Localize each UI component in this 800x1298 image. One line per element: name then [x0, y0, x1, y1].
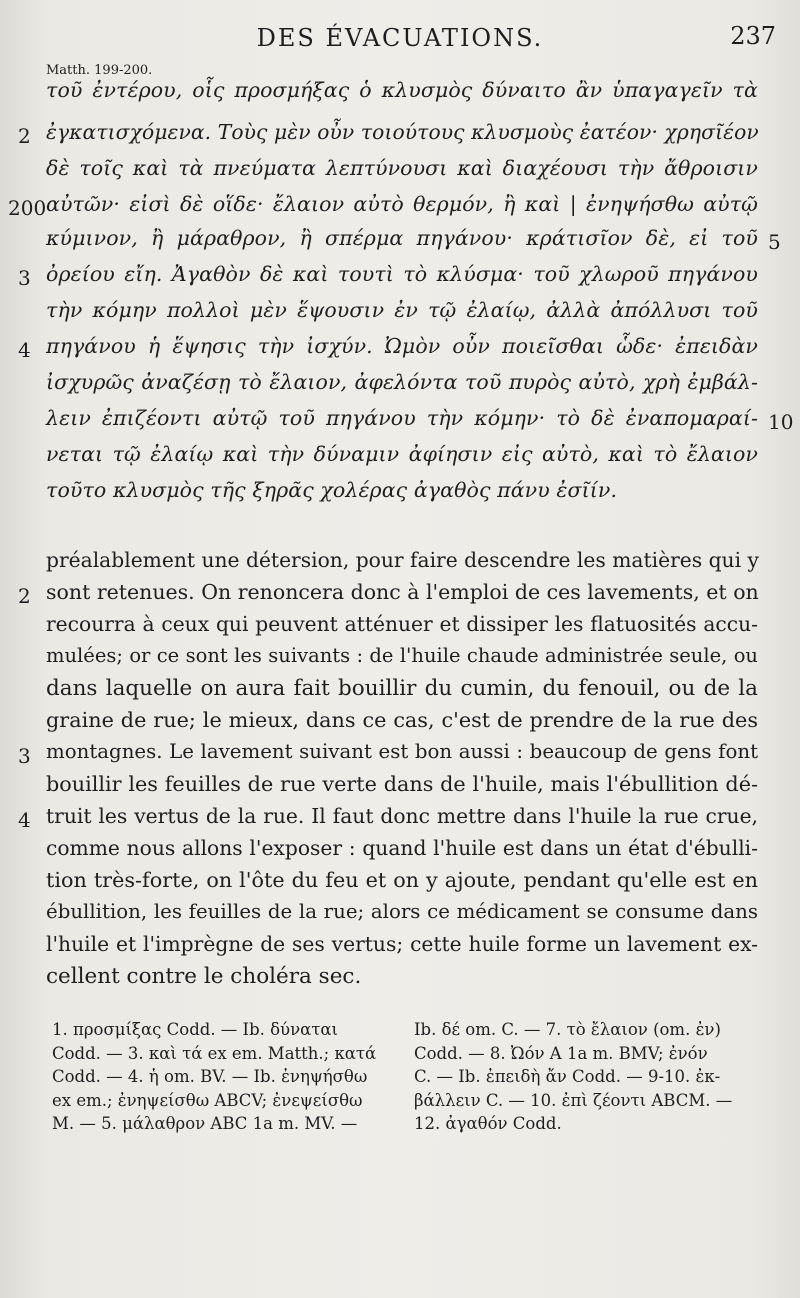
footnote-line: Codd. — 4. ἡ om. BV. — Ib. ἐνηψήσθω: [52, 1067, 368, 1086]
margin-number: 2: [18, 124, 31, 148]
greek-line: τοῦτο κλυσμὸς τῆς ξηρᾶς χολέρας ἀγαθὸς πάνυ ἐσῖίν.: [46, 478, 618, 502]
french-line: sont retenues. On renoncera donc à l'emploi de ces lavements, et on: [46, 580, 759, 604]
footnote-line: βάλλειν C. — 10. ἐπὶ ζέοντι ABCM. —: [414, 1090, 733, 1110]
french-line: bouillir les feuilles de rue verte dans de l'huile, mais l'ébullition dé-: [46, 772, 758, 796]
greek-line: πηγάνου ἡ ἕψησις τὴν ἰσχύν. Ὠμὸν οὖν ποιεῖσθαι ὧδε· ἐπειδὰν: [46, 334, 758, 358]
greek-line: νεται τῷ ἐλαίῳ καὶ τὴν δύναμιν ἀφίησιν εἰς αὐτὸ, καὶ τὸ ἔλαιον: [46, 442, 758, 466]
footnote-line: 1. προσμίξας Codd. — Ib. δύναται: [52, 1020, 339, 1039]
footnote-line: 12. ἀγαθόν Codd.: [414, 1114, 562, 1133]
greek-line: τοῦ ἐντέρου, οἷς προσμήξας ὁ κλυσμὸς δύναιτο ἂν ὑπαγαγεῖν τὰ: [46, 78, 758, 102]
footnote-line: M. — 5. μάλαθρον ABC 1a m. MV. —: [52, 1114, 358, 1133]
french-line: dans laquelle on aura fait bouillir du cumin, du fenouil, ou de la: [46, 676, 758, 701]
greek-line: ὀρείου εἴη. Ἀγαθὸν δὲ καὶ τουτὶ τὸ κλύσμα· τοῦ χλωροῦ πηγάνου: [46, 262, 758, 286]
margin-number: 3: [18, 744, 31, 768]
margin-number: 5: [768, 230, 781, 254]
french-line: l'huile et l'imprègne de ses vertus; cette huile forme un lavement ex-: [46, 932, 758, 956]
greek-line: ἐγκατισχόμενα. Τοὺς μὲν οὖν τοιούτους κλυσμοὺς ἐατέον· χρησῖέον: [46, 120, 759, 144]
greek-line: κύμινον, ἢ μάραθρον, ἢ σπέρμα πηγάνου· κράτισῖον δὲ, εἰ τοῦ: [46, 226, 758, 250]
margin-number: 4: [18, 338, 31, 362]
greek-line: δὲ τοῖς καὶ τὰ πνεύματα λεπτύνουσι καὶ διαχέουσι τὴν ἄθροισιν: [46, 156, 758, 180]
margin-number: 200: [8, 196, 47, 220]
margin-number: 10: [768, 410, 794, 434]
french-line: préalablement une détersion, pour faire descendre les matières qui y: [46, 548, 759, 572]
greek-line: αὐτῶν· εἰσὶ δὲ οἵδε· ἔλαιον αὐτὸ θερμόν, ἢ καὶ | ἐνηψήσθω αὐτῷ: [46, 192, 758, 216]
greek-line: τὴν κόμην πολλοὶ μὲν ἕψουσιν ἐν τῷ ἐλαίῳ, ἀλλὰ ἀπόλλυσι τοῦ: [46, 298, 758, 322]
greek-line: ἰσχυρῶς ἀναζέσῃ τὸ ἔλαιον, ἀφελόντα τοῦ πυρὸς αὐτὸ, χρὴ ἐμβάλ-: [46, 370, 758, 394]
french-line: comme nous allons l'exposer : quand l'huile est dans un état d'ébulli-: [46, 836, 758, 860]
footnotes-left-column: [52, 1018, 392, 1136]
french-line: recourra à ceux qui peuvent atténuer et dissiper les flatuosités accu-: [46, 612, 758, 636]
french-line: tion très-forte, on l'ôte du feu et on y ajoute, pendant qu'elle est en: [46, 868, 758, 892]
footnotes-right-column: [414, 1018, 764, 1136]
page-number: 237: [730, 22, 776, 50]
footnote-line: Ib. δέ om. C. — 7. τὸ ἔλαιον (om. ἐν): [414, 1020, 721, 1039]
french-line: graine de rue; le mieux, dans ce cas, c'est de prendre de la rue des: [46, 708, 758, 732]
french-line: cellent contre le choléra sec.: [46, 964, 362, 989]
footnote-line: C. — Ib. ἐπειδὴ ἄν Codd. — 9-10. ἐκ-: [414, 1067, 721, 1086]
french-line: mulées; or ce sont les suivants : de l'huile chaude administrée seule, ou: [46, 644, 758, 667]
french-line: ébullition, les feuilles de la rue; alors ce médicament se consume dans: [46, 900, 758, 923]
french-line: montagnes. Le lavement suivant est bon aussi : beaucoup de gens font: [46, 740, 758, 763]
margin-number: 4: [18, 808, 31, 832]
running-title: DES ÉVACUATIONS.: [256, 24, 544, 52]
margin-number: 2: [18, 584, 31, 608]
margin-number: 3: [18, 266, 31, 290]
footnote-line: Codd. — 8. Ὠόν A 1a m. BMV; ἐνόν: [414, 1043, 708, 1063]
footnote-line: ex em.; ἐνηψείσθω ABCV; ἐνεψείσθω: [52, 1090, 363, 1110]
footnote-line: Codd. — 3. καὶ τά ex em. Matth.; κατά: [52, 1043, 377, 1063]
greek-line: λειν ἐπιζέοντι αὐτῷ τοῦ πηγάνου τὴν κόμην· τὸ δὲ ἐναπομαραί-: [46, 406, 758, 430]
edition-reference: Matth. 199-200.: [46, 63, 153, 78]
french-line: truit les vertus de la rue. Il faut donc mettre dans l'huile la rue crue,: [46, 804, 758, 828]
